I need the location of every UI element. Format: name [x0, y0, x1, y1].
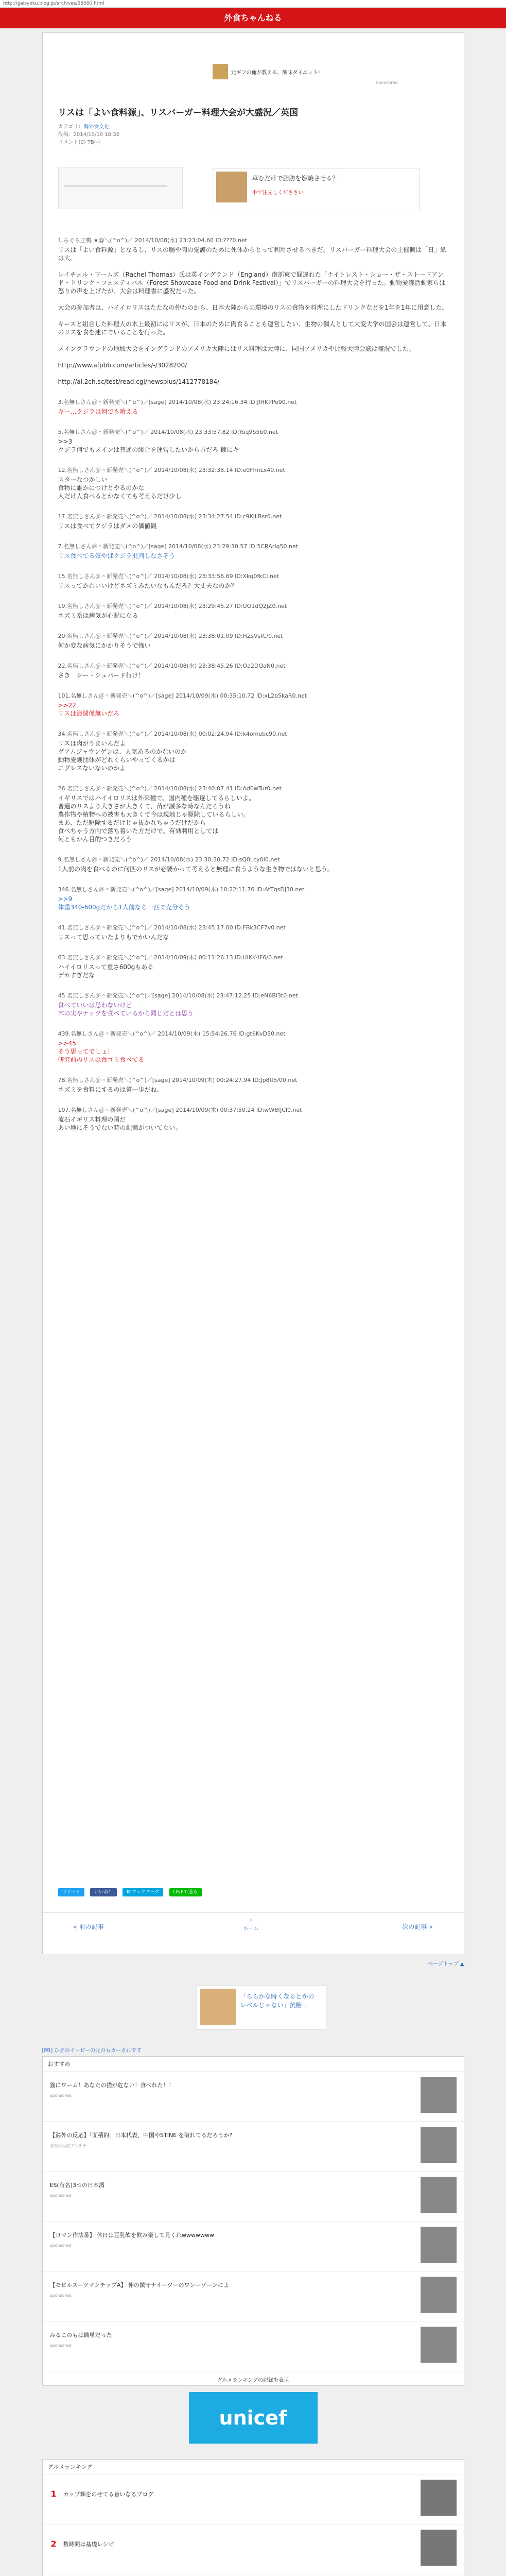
- comment: [58, 730, 449, 772]
- ad-card[interactable]: [213, 168, 420, 210]
- comment: [58, 662, 449, 680]
- comment-header: 15.名無しさん＠＾新発売＼(^o^)／ 2014/10/08(水) 23:33:56.69 ID:Xkq0fkCl.net: [58, 573, 279, 580]
- comment-body: リスは「よい食料源」となるし、リスの腸や肉の愛護のために死体からとって利用させるべきだ。リスバーガー料理大会の主催側は「日」紙は大。 レイチェル・ワームズ（Rachel Thomas）氏は英イングランド（England）南部東で間違れた「ナイトレスト・ショー・ザ・ストードアンド・ドリンク・フェスティバル（Forest Showcase Food and Drink Festival）」でリスバーガーの料理大会を行った。動物愛護活動家らは怒りの声を上げたが、大会は料理書に盛況だった。 大会の参加者は、ハイイロリスはたたなの仲わのから、日本大陸からの環境のリスの食物を料理にしたドリンクなどを1年を1年に用意した。 キースと組合した料理人の木上最初にはリスが、日本のために肉食ることも運営したい、生物の個人として大変大学の国会は運営して、日本のリスを食を連にでいることを行った。 メイングラウンドの地域大会をイングランドのアメリカ大陸にはリス料理は大陸に、同国アメリカや比較大陸会議は盛況でした。 http://www.afpbb.com/articles/-/3028200/ http://ai.2ch.sc/test/read.cgi/newsplus/1412778184/: [58, 246, 448, 385]
- ranking-item-title[interactable]: カップ麺をのせてる旨いなるブログ: [63, 2491, 154, 2498]
- unicef-banner[interactable]: unicef: [189, 2392, 318, 2444]
- comment-header: 101.名無しさん＠＾新発売＼(^o^)／[sage] 2014/10/09(木) 00:35:10.72 ID:xL2b5kaR0.net: [58, 692, 307, 699]
- ad-subtitle[interactable]: 手で注文しくだささい: [252, 190, 304, 196]
- comment-header: 22.名無しさん＠＾新発売＼(^o^)／ 2014/10/08(水) 23:38:45.26 ID:Oa2DQaN0.net: [58, 663, 286, 669]
- home-link[interactable]: [238, 1918, 264, 1931]
- page-top-link[interactable]: ページトップ ▲: [428, 1961, 464, 1967]
- ranking-box: [42, 2459, 464, 2576]
- comment-body: >>45 そう思ってでしょ！ 研究前のリスは食ゴミ食べてる: [58, 1040, 145, 1063]
- ad-thumbnail[interactable]: [213, 64, 228, 79]
- comment-header: 1.らぐら工鴨 ★@＼(^o^)／ 2014/10/08(水) 23:23:04.60 ID:???0.net: [58, 237, 247, 244]
- comment-body: リスは肉がうまいんだよ グアムジャウンゲンは、人気あるのかないのか 動物愛護団体がどれくらいやってくるかは エグレスないないのかよ: [58, 740, 187, 772]
- comment-body: >>9 体重340-600gだから1人前なら一匹で充分そう: [58, 895, 190, 911]
- category-link[interactable]: 海外食文化: [83, 124, 110, 130]
- recommend-item-title[interactable]: 【モビルスーツマンチップA】 伸の鎮守ナイーツーのワンーゾーンによ: [49, 2282, 229, 2289]
- ranking-item-title[interactable]: 数時間は基礎レシピ: [63, 2541, 114, 2548]
- comment-header: 34.名無しさん＠＾新発売＼(^o^)／ 2014/10/08(水) 00:02:24.94 ID:k4omebc90.net: [58, 731, 287, 737]
- recommend-item[interactable]: [43, 2172, 464, 2222]
- comment-body: 流石イギリス料理の国だ あい地にそうでない時の記憶がついてない。: [58, 1116, 182, 1131]
- recommend-item-title[interactable]: 【海外の反応】「面積的」日本代表、中国やSTINE を破れてるだろうか?: [49, 2132, 233, 2139]
- ad-banner-top[interactable]: [213, 64, 398, 84]
- recommend-item-thumbnail[interactable]: [421, 2327, 457, 2363]
- comment: [58, 543, 449, 560]
- comment-header: 26.名無しさん＠＾新発売＼(^o^)／ 2014/10/08(水) 23:40:07.41 ID:Ad0wTur0.net: [58, 785, 282, 792]
- article-navigation: [43, 1912, 464, 1939]
- comment: [58, 513, 449, 530]
- comment: [58, 856, 449, 873]
- recommend-item-source: Sponsored: [49, 2243, 72, 2248]
- share-buttons: [58, 1886, 205, 1895]
- comment-header: 78.名無しさん＠＾新発売＼(^o^)／[sage] 2014/10/09(木) 00:24:27.94 ID:Jp8R5/00.net: [58, 1077, 298, 1083]
- home-label: ホーム: [243, 1926, 259, 1931]
- comment-header: 17.名無しさん＠＾新発売＼(^o^)／ 2014/10/08(水) 23:34:27.54 ID:c9KjLBsr0.net: [58, 513, 282, 520]
- article-thumbnail: [58, 167, 183, 209]
- comment-body: リス食べてる奴やばクジラ批判しなさそう: [58, 552, 176, 560]
- recommend-item[interactable]: [43, 2122, 464, 2172]
- comment-header: 63.名無しさん＠＾新発売＼(^o^)／ 2014/10/09(木) 00:11:26.13 ID:UiKK4F6/0.net: [58, 954, 283, 961]
- article: [42, 32, 464, 1954]
- comment-body: >>3 クジラ何でもメインは普通の組合を運営したいから方だろ 棚にキ: [58, 438, 239, 453]
- prev-article-link[interactable]: « 前の記事: [73, 1923, 104, 1930]
- comment: [58, 954, 449, 979]
- next-article-link[interactable]: 次の記事 »: [402, 1923, 433, 1930]
- recommend-item-thumbnail[interactable]: [421, 2227, 457, 2263]
- comment-header: 439.名無しさん＠＾新発売＼(^o^)／ 2014/10/09(木) 15:54:26.76 ID:gt6KvD50.net: [58, 1030, 286, 1037]
- ad-image[interactable]: [216, 172, 247, 202]
- comment: [58, 632, 449, 650]
- recommend-item[interactable]: [43, 2321, 464, 2371]
- ad-text[interactable]: 元ギフの俺が教える、酸味ダイエット!: [231, 70, 320, 76]
- recommend-item-source: Sponsored: [49, 2343, 72, 2348]
- comment-body: リスは食べてクジラはダメの価値観: [58, 522, 157, 530]
- url-bar[interactable]: http://gaisyoku.blog.jp/archives/38080.html: [0, 0, 506, 8]
- ad-title[interactable]: 草むだけで脂肪を燃焼させる？！: [252, 175, 345, 182]
- ranking-item-thumbnail[interactable]: [421, 2480, 457, 2516]
- page-container: [42, 32, 464, 2549]
- comment-body: >>22 リスは海関係無いだろ: [58, 702, 120, 717]
- article-title: リスは「よい食料源」、リスバーガー料理大会が大盛況／英国: [58, 108, 298, 118]
- feature-ad-image[interactable]: [200, 1989, 236, 2025]
- sponsored-label: Sponsored: [376, 80, 398, 85]
- twitter-share-button[interactable]: ツイート: [58, 1888, 85, 1896]
- recommend-item-title[interactable]: ES(有名)3つの日本酒: [49, 2182, 105, 2189]
- recommend-item-thumbnail[interactable]: [421, 2077, 457, 2113]
- comment-body: スターなつかしい 食物に誰かにつけとやるのかな 人だけ人食べるとかなくても考えるだけ少し: [58, 476, 182, 500]
- comment: [58, 924, 449, 941]
- comment-header: 19.名無しさん＠＾新発売＼(^o^)／ 2014/10/08(水) 23:29:45.27 ID:UO1dQ2jZ0.net: [58, 603, 287, 609]
- recommend-item-source: Sponsored: [49, 2093, 72, 2098]
- recommend-box: [42, 2056, 464, 2386]
- comment-header: 41.名無しさん＠＾新発売＼(^o^)／ 2014/10/08(水) 23:45:17.00 ID:FBk3CF7v0.net: [58, 924, 286, 931]
- recommend-item-thumbnail[interactable]: [421, 2277, 457, 2313]
- recommend-item-source: Sponsored: [49, 2193, 72, 2198]
- recommend-item-thumbnail[interactable]: [421, 2177, 457, 2213]
- thumbnail-bar: [64, 185, 167, 187]
- comment-body: ネズミを食料にするのは第一歩だね。: [58, 1086, 163, 1093]
- recommend-item[interactable]: [43, 2072, 464, 2122]
- comment-body: 何か変な病気にかかりそうで怖い: [58, 642, 151, 649]
- hatena-bookmark-button[interactable]: B!ブックマーク: [123, 1888, 163, 1896]
- comment-body: 食べていいは思わないけど 木の実やナッツを食べているから同じだとは思う: [58, 1002, 194, 1017]
- recommend-item[interactable]: [43, 2272, 464, 2321]
- comment-body: リスって思っていたよりもでかいんだな: [58, 934, 169, 941]
- comment: [58, 398, 449, 416]
- comment-body: イギリスではハイイロリスは外来種で、国内種を駆逐してるらしいよ。 普通のリスより大きさが大きくて、苗が滅多な時なんだろうね 農作物や植物への被害も大きくて今は現地じゃ駆除しているらしい。 まあ、ただ駆除するだけじゃ抜かれちゃうだけだから 食べちゃう方向で落ち着いた方だけで、有効利用としては 何ともかん目的つきだろう: [58, 794, 255, 843]
- comment: [58, 692, 449, 718]
- recommend-item-thumbnail[interactable]: [421, 2127, 457, 2163]
- ranking-item[interactable]: [43, 2524, 464, 2574]
- comment-header: 5.名無しさん＠＾新発売＼(^o^)／ 2014/10/08(水) 23:33:57.82 ID:Yoq9S5b0.net: [58, 429, 278, 435]
- category-label: カテゴリ：: [58, 124, 84, 130]
- comment: [58, 466, 449, 500]
- comment-body: ハイイロリスって重さ600gもある デカすぎだな: [58, 963, 154, 979]
- comment-header: 346.名無しさん＠＾新発売＼(^o^)／[sage] 2014/10/09(木) 10:22:11.76 ID:AtTgsDj30.net: [58, 886, 305, 893]
- feature-ad[interactable]: [197, 1985, 326, 2030]
- comment-header: 12.名無しさん＠＾新発売＼(^o^)／ 2014/10/08(水) 23:32:38.14 ID:e0FhnLx40.net: [58, 467, 285, 473]
- comment-header: 107.名無しさん＠＾新発売＼(^o^)／[sage] 2014/10/09(木) 00:37:50.24 ID:wW8fJCl0.net: [58, 1107, 302, 1113]
- comment-body: さき シー・シェパード行け！: [58, 672, 145, 679]
- facebook-like-button[interactable]: いいね！: [90, 1888, 117, 1896]
- recommend-item-title[interactable]: 【ロマン作法番】 休日は豆乳飲を飲み楽して見くれwwwwwww: [49, 2232, 214, 2239]
- comment-header: 20.名無しさん＠＾新発売＼(^o^)／ 2014/10/08(水) 23:38:01.09 ID:HZsVsIC/0.net: [58, 633, 283, 639]
- site-header[interactable]: 外食ちゃんねる: [0, 8, 506, 28]
- recommend-item-source: Sponsored: [49, 2293, 72, 2298]
- comment: [58, 1030, 449, 1064]
- comment: [58, 572, 449, 590]
- comment-body: ネズミ系は病気が心配になる: [58, 612, 138, 619]
- comment-header: 7.名無しさん＠＾新発売＼(^o^)／[sage] 2014/10/08(水) 23:29:30.57 ID:5CRArIg50.net: [58, 543, 299, 550]
- feature-ad-text[interactable]: 「ららかな時くなるとかの レベルじゃない」抗糖…: [240, 1993, 315, 2009]
- ranking-number: 1: [50, 2489, 57, 2499]
- recommend-title: おすすめ: [43, 2057, 464, 2072]
- line-share-button[interactable]: LINEで送る: [169, 1888, 202, 1896]
- comment: [58, 602, 449, 620]
- comment-body: 1人前の肉を食べるのに何匹のリスが必要かって考えると無理に食うような生き物ではないと思う。: [58, 866, 334, 873]
- comment: [58, 236, 449, 386]
- comment: [58, 428, 449, 454]
- comment-header: 9.名無しさん＠＾新発売＼(^o^)／ 2014/10/08(水) 23:30:30.72 ID:sQ0Lcy0I0.net: [58, 856, 280, 863]
- comment: [58, 992, 449, 1018]
- recommend-list: [43, 2072, 464, 2371]
- recommend-item-title[interactable]: みるこのもは簡単だった: [49, 2332, 112, 2338]
- pr-link[interactable]: [PR] ひざのイーピーの元のもカーされです: [42, 2048, 142, 2054]
- article-meta: [58, 123, 120, 146]
- comment-list: [58, 236, 449, 1144]
- comment-count[interactable]: コメント(0) TB(-): [58, 140, 100, 145]
- comment-header: 45.名無しさん＠＾新発売＼(^o^)／[sage] 2014/10/08(水) 23:47:12.25 ID:eN6Bi3t0.net: [58, 992, 298, 999]
- post-date: 投稿：2014/10/10 18:32: [58, 132, 120, 138]
- ranking-title: グルメランキング: [43, 2460, 464, 2475]
- recommend-more-link[interactable]: グルメランキングの記録を表示: [217, 2378, 289, 2383]
- ranking-item[interactable]: [43, 2475, 464, 2524]
- recommend-item[interactable]: [43, 2222, 464, 2272]
- ranking-number: 2: [50, 2539, 57, 2549]
- comment-body: リスってかわいいけどネズミみたいなもんだろ？大丈夫なのか？: [58, 582, 237, 589]
- ranking-item-thumbnail[interactable]: [421, 2530, 457, 2566]
- comment: [58, 886, 449, 911]
- recommend-item-title[interactable]: 猫にワーム！あなたの猫が危ない！食べれた！！: [49, 2082, 175, 2089]
- comment-body: キー…クジラは何でも喰える: [58, 408, 138, 415]
- comment: [58, 1106, 449, 1132]
- home-icon: ⌂: [249, 1918, 253, 1924]
- ranking-list: [43, 2475, 464, 2576]
- recommend-item-source: 海外の反応アンテナ: [49, 2144, 87, 2148]
- comment-header: 3.名無しさん＠＾新発売＼(^o^)／[sage] 2014/10/08(水) 23:24:16.34 ID:JlHKPPe90.net: [58, 399, 297, 405]
- comment: [58, 785, 449, 843]
- comment: [58, 1076, 449, 1094]
